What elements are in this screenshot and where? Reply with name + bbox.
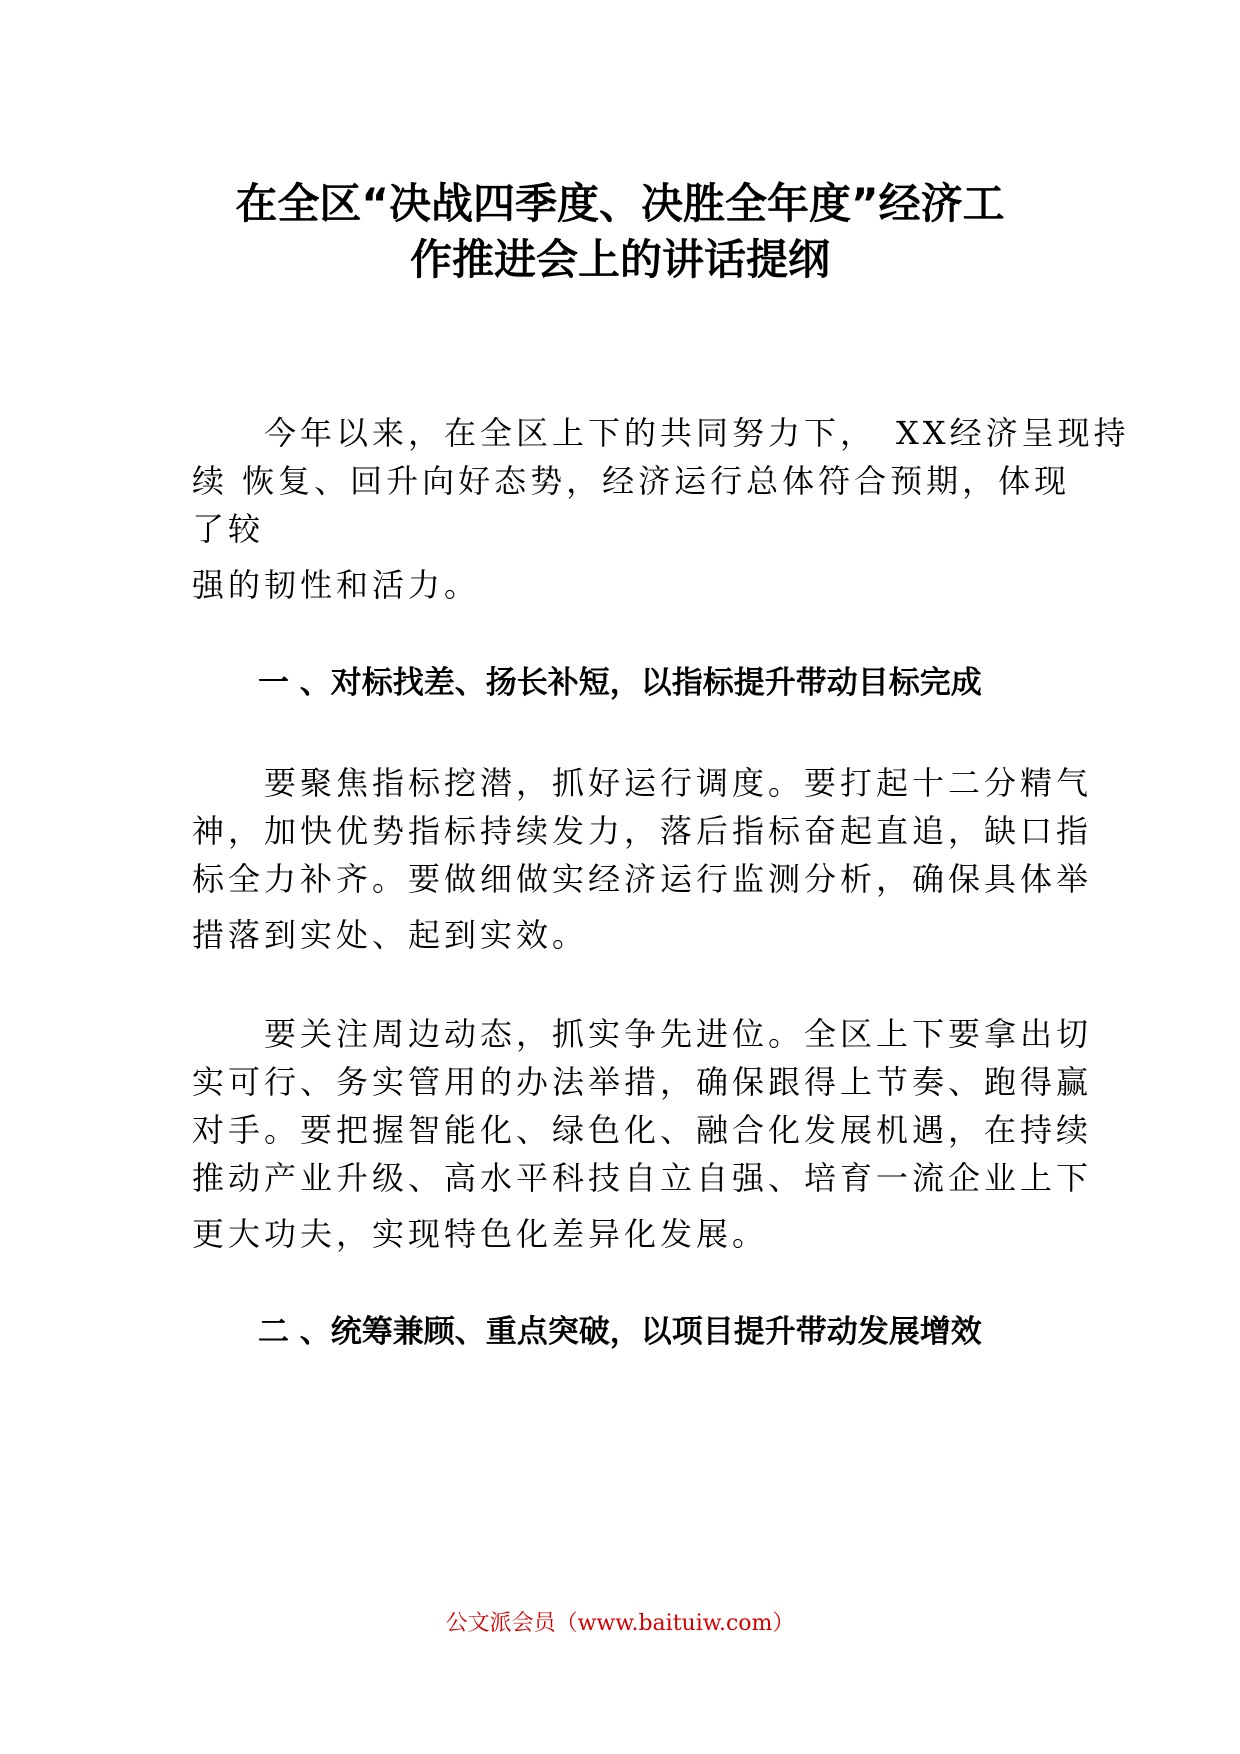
intro-line-2: 续 恢复、回升向好态势，经济运行总体符合预期，体现 <box>192 462 1071 500</box>
section-1-heading: 一 、对标找差、扬长补短，以指标提升带动目标完成 <box>258 665 982 701</box>
section-1-para-1-line-4: 措落到实处、起到实效。 <box>192 916 589 954</box>
section-1-para-1-line-1: 要聚焦指标挖潜，抓好运行调度。要打起十二分精气 <box>192 764 1093 802</box>
section-2-heading: 二 、统筹兼顾、重点突破，以项目提升带动发展增效 <box>258 1314 982 1350</box>
document-title-line-2: 作推进会上的讲话提纲 <box>409 235 830 284</box>
section-1-para-2-line-4: 推动产业升级、高水平科技自立自强、培育一流企业上下 <box>192 1159 1093 1197</box>
intro-line-4: 强的韧性和活力。 <box>192 566 481 604</box>
section-1-para-1-line-3: 标全力补齐。要做细做实经济运行监测分析，确保具体举 <box>192 860 1093 898</box>
intro-line-3: 了较 <box>192 510 265 548</box>
section-1-para-2-line-1: 要关注周边动态，抓实争先进位。全区上下要拿出切 <box>192 1015 1093 1053</box>
document-title-line-1: 在全区“决战四季度、决胜全年度”经济工 <box>235 179 1005 228</box>
intro-line-1: 今年以来，在全区上下的共同努力下， XX经济呈现持 <box>192 414 1130 452</box>
footer-watermark-link[interactable]: 公文派会员（www.baituiw.com） <box>445 1611 795 1636</box>
section-1-para-2-line-5: 更大功夫，实现特色化差异化发展。 <box>192 1215 769 1253</box>
section-1-para-2-line-3: 对手。要把握智能化、绿色化、融合化发展机遇，在持续 <box>192 1111 1093 1149</box>
section-1-para-2-line-2: 实可行、务实管用的办法举措，确保跟得上节奏、跑得赢 <box>192 1063 1093 1101</box>
section-1-para-1-line-2: 神，加快优势指标持续发力，落后指标奋起直追，缺口指 <box>192 812 1093 850</box>
